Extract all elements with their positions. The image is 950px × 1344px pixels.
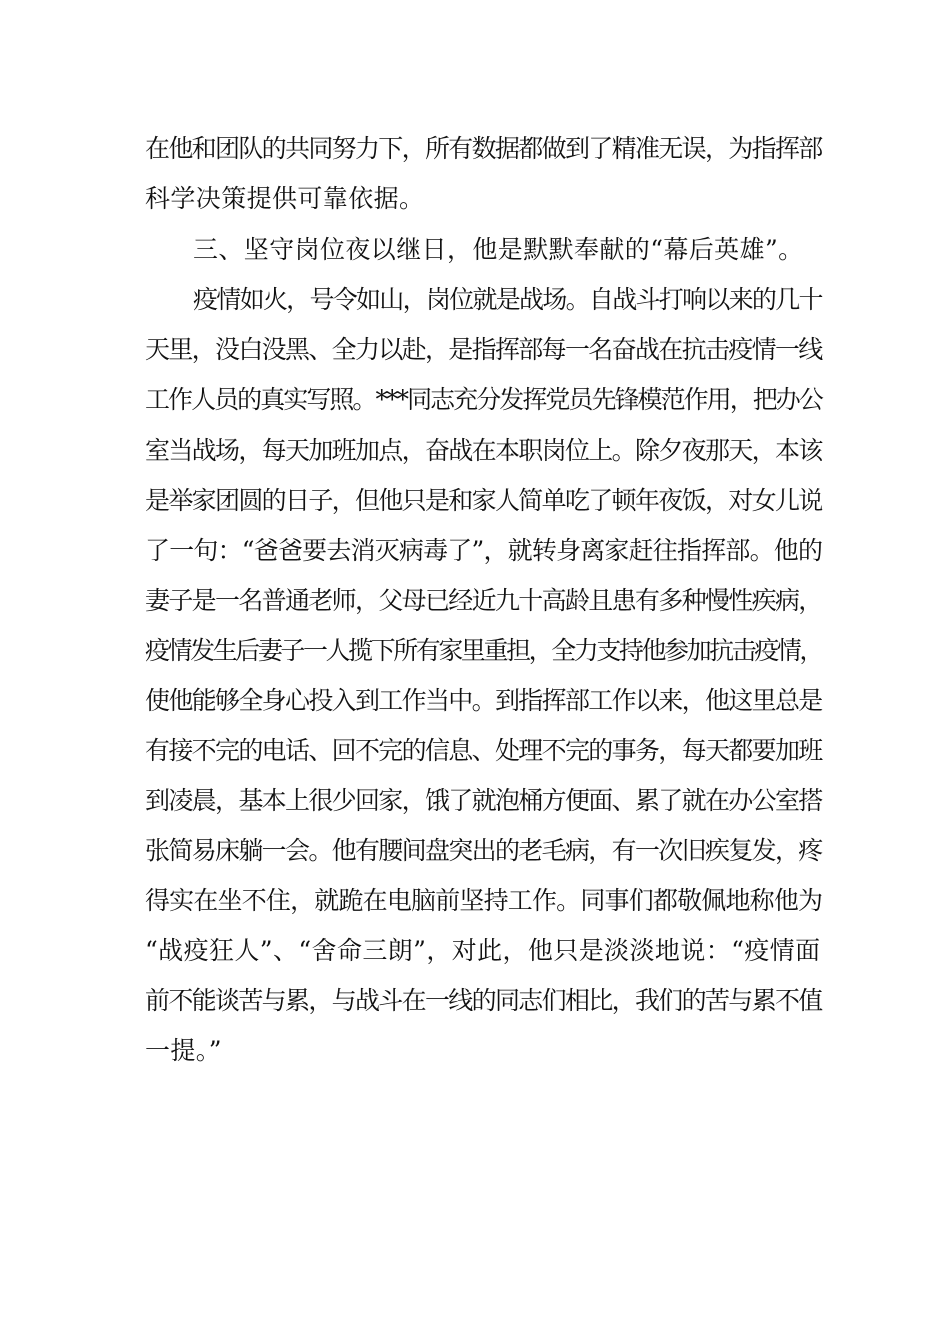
- text-line-7: 室当战场，每天加班加点，奋战在本职岗位上。除夕夜那天，本该: [145, 436, 822, 465]
- text-line-9: 了一句：“爸爸要去消灭病毒了”，就转身离家赶往指挥部。他的: [145, 536, 823, 565]
- text-line-13: 有接不完的电话、回不完的信息、处理不完的事务，每天都要加班: [145, 736, 822, 765]
- text-line-17: “战疫狂人”、“舍命三朗”，对此，他只是淡淡地说：“疫情面: [145, 936, 821, 965]
- text-line-10: 妻子是一名普通老师，父母已经近九十高龄且患有多种慢性疾病，: [145, 586, 822, 615]
- text-line-6: 工作人员的真实写照。***同志充分发挥党员先锋模范作用，把办公: [145, 385, 822, 414]
- text-line-2: 科学决策提供可靠依据。: [145, 184, 425, 213]
- text-line-12: 使他能够全身心投入到工作当中。到指挥部工作以来，他这里总是: [145, 686, 822, 715]
- text-line-19: 一提。”: [145, 1036, 222, 1065]
- text-line-18: 前不能谈苦与累，与战斗在一线的同志们相比，我们的苦与累不值: [145, 986, 822, 1015]
- text-line-14: 到凌晨，基本上很少回家，饿了就泡桶方便面、累了就在办公室搭: [145, 786, 822, 815]
- text-line-15: 张简易床躺一会。他有腰间盘突出的老毛病，有一次旧疾复发，疼: [145, 836, 822, 865]
- text-line-11: 疫情发生后妻子一人揽下所有家里重担，全力支持他参加抗击疫情，: [145, 636, 823, 665]
- text-line-8: 是举家团圆的日子，但他只是和家人简单吃了顿年夜饭，对女儿说: [145, 486, 822, 515]
- text-line-5: 天里，没白没黑、全力以赴，是指挥部每一名奋战在抗击疫情一线: [145, 335, 822, 364]
- section-heading: 三、坚守岗位夜以继日，他是默默奉献的“幕后英雄”。: [193, 235, 804, 264]
- text-line-1: 在他和团队的共同努力下，所有数据都做到了精准无误，为指挥部: [145, 134, 822, 163]
- text-line-16: 得实在坐不住，就跪在电脑前坚持工作。同事们都敬佩地称他为: [145, 886, 823, 915]
- text-line-4: 疫情如火，号令如山，岗位就是战场。自战斗打响以来的几十: [193, 285, 822, 314]
